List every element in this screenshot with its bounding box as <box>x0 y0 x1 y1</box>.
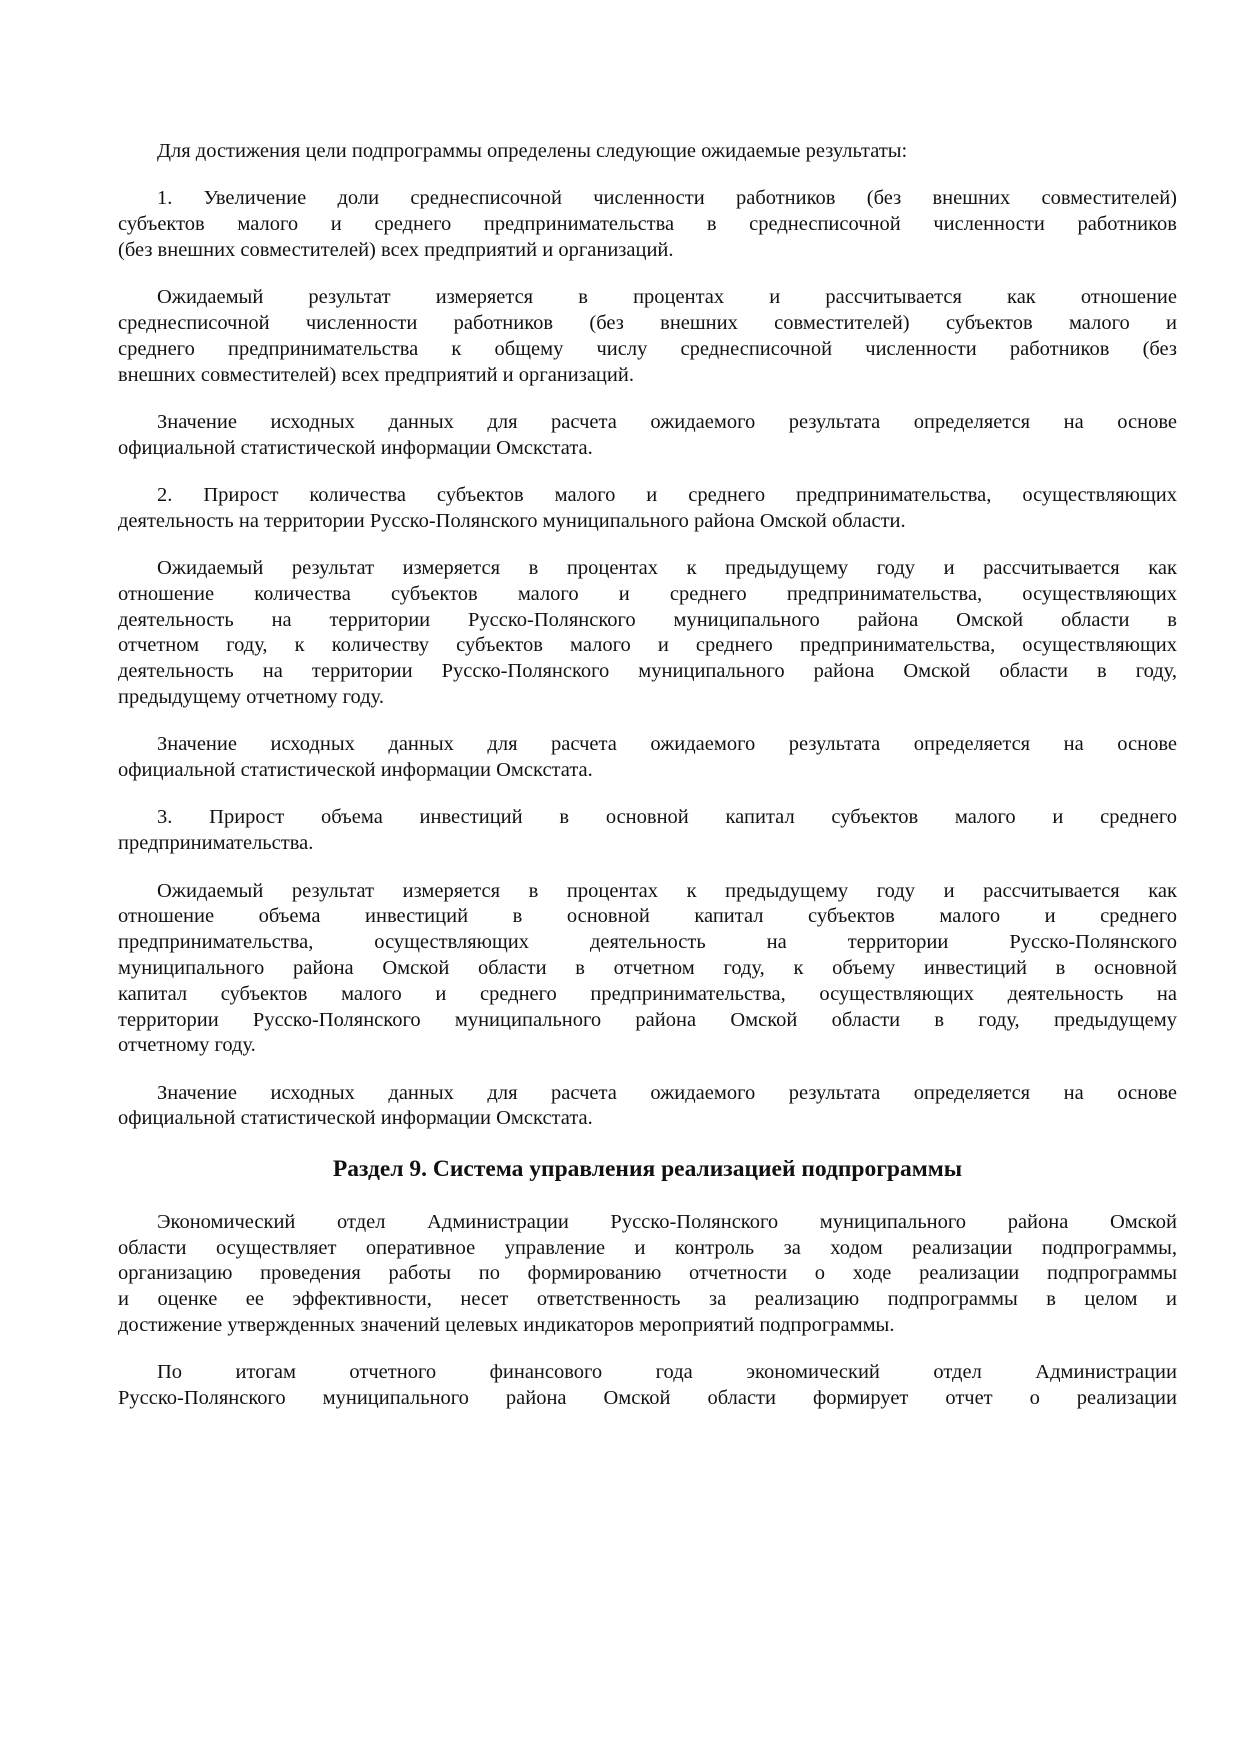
paragraph <box>118 1210 1177 1339</box>
text-line: отношение объема инвестиций в основной капитал субъектов малого и среднего <box>118 905 1177 928</box>
paragraph <box>118 186 1177 263</box>
paragraph <box>118 556 1177 711</box>
text-line: муниципального района Омской области в отчетном году, к объему инвестиций в основной <box>118 956 1177 979</box>
document-page <box>118 139 1177 1433</box>
text-line: Экономический отдел Администрации Русско-Полянского муниципального района Омской <box>157 1210 1177 1233</box>
text-line: официальной статистической информации Омскстата. <box>118 436 593 459</box>
text-line: территории Русско-Полянского муниципального района Омской области в году, предыдущему <box>118 1008 1177 1031</box>
text-line: субъектов малого и среднего предпринимательства в среднесписочной численности работников <box>118 213 1177 236</box>
text-line: Значение исходных данных для расчета ожидаемого результата определяется на основе <box>157 1081 1177 1104</box>
paragraph <box>118 139 1177 165</box>
paragraph <box>118 410 1177 462</box>
text-line: отчетном году, к количеству субъектов малого и среднего предпринимательства, осуществляющих <box>118 634 1177 657</box>
text-line: Значение исходных данных для расчета ожидаемого результата определяется на основе <box>157 733 1177 756</box>
text-line: Значение исходных данных для расчета ожидаемого результата определяется на основе <box>157 410 1177 433</box>
text-line: деятельность на территории Русско-Полянского муниципального района Омской области в <box>118 608 1177 631</box>
text-line: Для достижения цели подпрограммы определены следующие ожидаемые результаты: <box>157 140 908 162</box>
text-line: 2. Прирост количества субъектов малого и среднего предпринимательства, осуществляющих <box>157 483 1177 506</box>
paragraph <box>118 732 1177 784</box>
text-line: среднесписочной численности работников (без внешних совместителей) субъектов малого и <box>118 311 1177 334</box>
text-line: 3. Прирост объема инвестиций в основной капитал субъектов малого и среднего <box>157 806 1177 829</box>
text-line: отчетному году. <box>118 1034 256 1057</box>
text-line: Ожидаемый результат измеряется в процентах к предыдущему году и рассчитывается как <box>157 557 1177 580</box>
text-line: внешних совместителей) всех предприятий и организаций. <box>118 363 634 386</box>
text-line: Русско-Полянского муниципального района Омской области формирует отчет о реализации <box>118 1386 1177 1409</box>
text-line: отношение количества субъектов малого и среднего предпринимательства, осуществляющих <box>118 582 1177 605</box>
text-line: предпринимательства, осуществляющих деятельность на территории Русско-Полянского <box>118 931 1177 954</box>
text-line: (без внешних совместителей) всех предприятий и организаций. <box>118 238 674 261</box>
paragraph <box>118 805 1177 857</box>
text-line: организацию проведения работы по формированию отчетности о ходе реализации подпрограммы <box>118 1262 1177 1285</box>
text-line: официальной статистической информации Омскстата. <box>118 759 593 782</box>
text-line: и оценке ее эффективности, несет ответственность за реализацию подпрограммы в целом и <box>118 1288 1177 1311</box>
text-line: Ожидаемый результат измеряется в процентах и рассчитывается как отношение <box>157 286 1177 309</box>
paragraph <box>118 1360 1177 1412</box>
text-line: По итогам отчетного финансового года экономический отдел Администрации <box>157 1361 1177 1384</box>
text-line: капитал субъектов малого и среднего предпринимательства, осуществляющих деятельность на <box>118 982 1177 1005</box>
text-line: достижение утвержденных значений целевых индикаторов мероприятий подпрограммы. <box>118 1313 895 1336</box>
paragraph <box>118 285 1177 388</box>
section-heading: Раздел 9. Система управления реализацией подпрограммы <box>332 1155 963 1182</box>
text-line: предпринимательства. <box>118 832 314 855</box>
text-line: области осуществляет оперативное управление и контроль за ходом реализации подпрограммы, <box>118 1236 1177 1259</box>
paragraph <box>118 483 1177 535</box>
text-line: предыдущему отчетному году. <box>118 686 384 709</box>
text-line: Ожидаемый результат измеряется в процентах к предыдущему году и рассчитывается как <box>157 879 1177 902</box>
text-line: деятельность на территории Русско-Полянского муниципального района Омской области. <box>118 509 906 532</box>
text-line: официальной статистической информации Омскстата. <box>118 1107 593 1130</box>
text-line: деятельность на территории Русско-Полянского муниципального района Омской области в году, <box>118 660 1177 683</box>
text-line: 1. Увеличение доли среднесписочной численности работников (без внешних совместителей) <box>157 187 1177 210</box>
paragraph <box>118 1081 1177 1133</box>
text-line: среднего предпринимательства к общему числу среднесписочной численности работников (без <box>118 337 1177 360</box>
paragraph <box>118 879 1177 1060</box>
